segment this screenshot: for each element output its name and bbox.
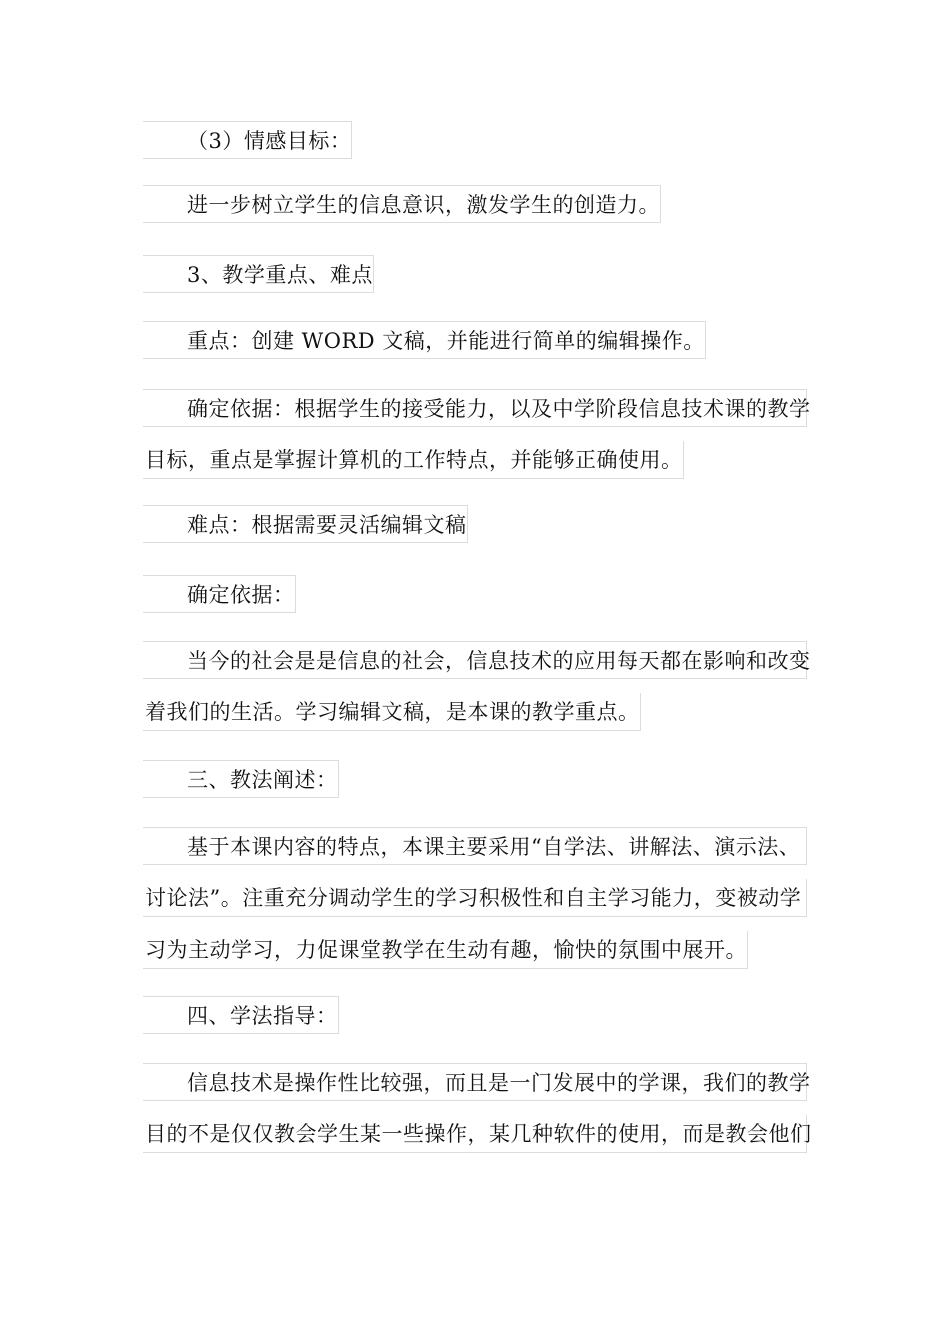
paragraph-difficulty — [143, 505, 807, 543]
text-line: 进一步树立学生的信息意识，激发学生的创造力。 — [143, 185, 661, 223]
text-line: 确定依据：根据学生的接受能力，以及中学阶段信息技术课的教学 — [143, 389, 807, 427]
text-line: 确定依据： — [143, 575, 296, 613]
text-line: 目的不是仅仅教会学生某一些操作，某几种软件的使用，而是教会他们 — [143, 1115, 807, 1153]
paragraph-emotional-goals — [143, 185, 807, 223]
heading-teaching-methods — [143, 760, 807, 798]
paragraph-learning-guidance — [143, 1063, 812, 1153]
text-line: 3、教学重点、难点 — [143, 255, 374, 293]
text-line: 习为主动学习，力促课堂教学在生动有趣，愉快的氛围中展开。 — [143, 931, 748, 969]
text-line: 重点：创建 WORD 文稿，并能进行简单的编辑操作。 — [143, 321, 706, 359]
text-line: 难点：根据需要灵活编辑文稿 — [143, 505, 468, 543]
text-line: 三、教法阐述： — [143, 760, 339, 798]
paragraph-teaching-methods — [143, 827, 807, 969]
paragraph-difficulty-basis — [143, 641, 811, 731]
text-line: （3）情感目标： — [143, 121, 352, 159]
text-line: 基于本课内容的特点，本课主要采用“自学法、讲解法、演示法、 — [143, 827, 807, 865]
heading-learning-guidance — [143, 996, 807, 1034]
heading-emotional-goals — [143, 121, 807, 159]
paragraph-key-point — [143, 321, 807, 359]
text-line: 着我们的生活。学习编辑文稿，是本课的教学重点。 — [143, 693, 641, 731]
paragraph-difficulty-basis-label — [143, 575, 807, 613]
text-line: 四、学法指导： — [143, 996, 339, 1034]
text-line: 讨论法”。注重充分调动学生的学习积极性和自主学习能力，变被动学 — [143, 879, 807, 917]
text-line: 当今的社会是是信息的社会，信息技术的应用每天都在影响和改变 — [143, 641, 807, 679]
text-line: 目标，重点是掌握计算机的工作特点，并能够正确使用。 — [143, 441, 684, 479]
text-line: 信息技术是操作性比较强，而且是一门发展中的学课，我们的教学 — [143, 1063, 807, 1101]
heading-key-points — [143, 255, 807, 293]
paragraph-key-point-basis — [143, 389, 811, 479]
